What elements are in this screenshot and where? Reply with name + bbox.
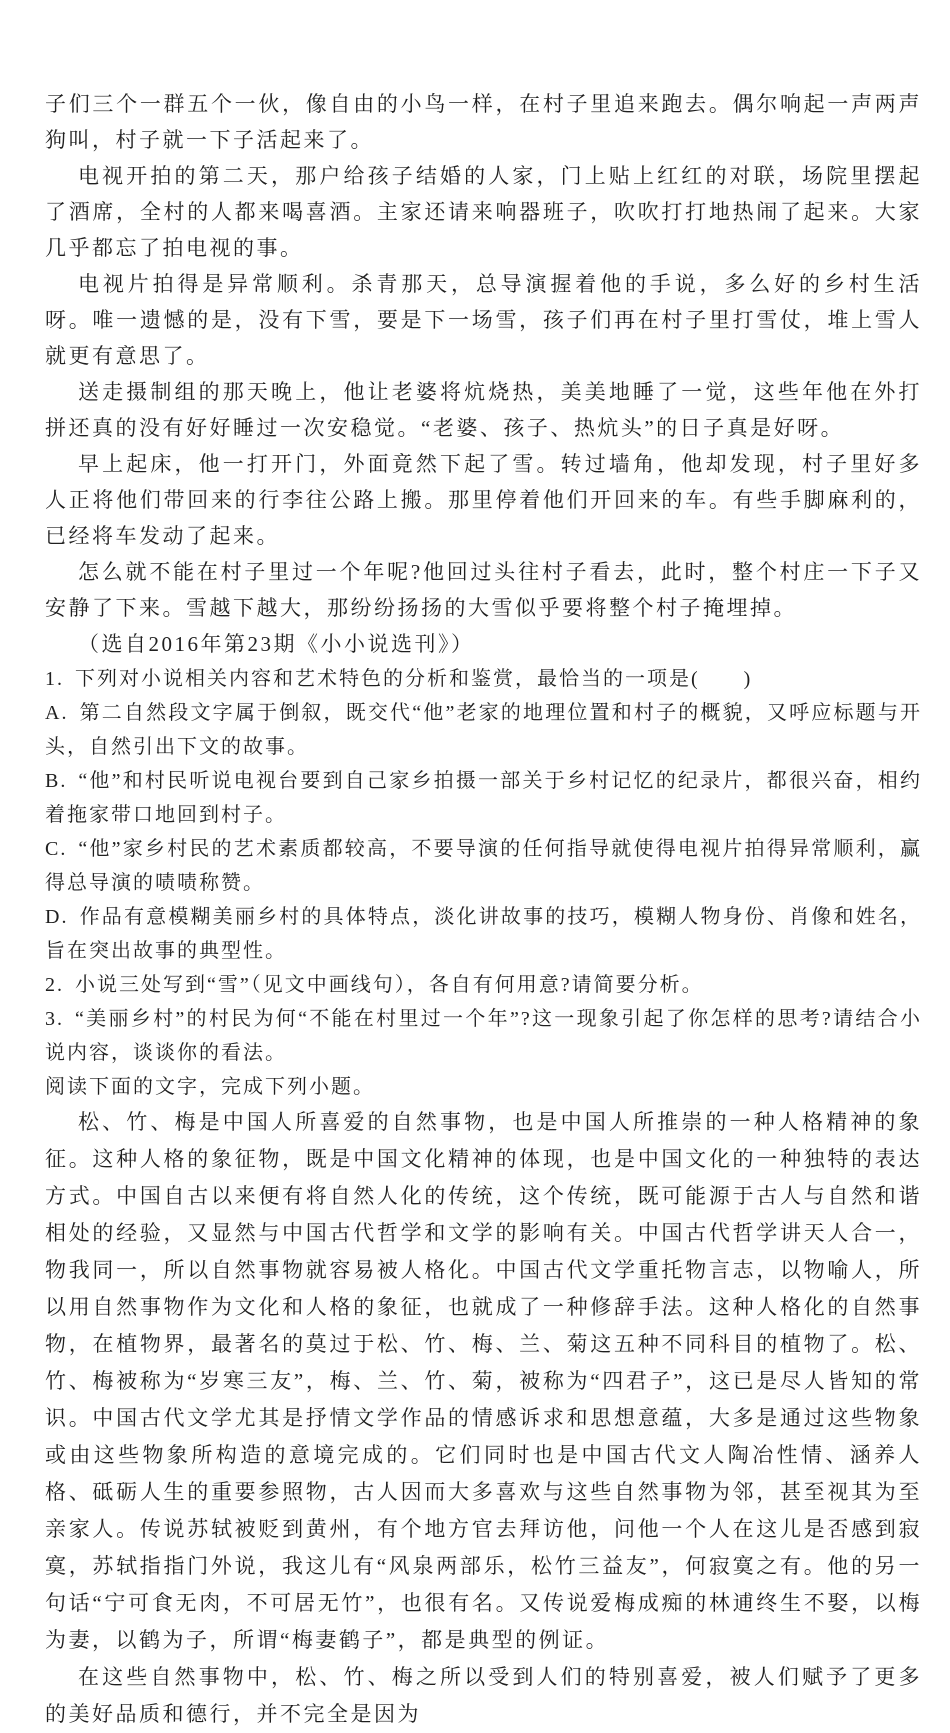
story-paragraph-4: 送走摄制组的那天晚上，他让老婆将炕烧热，美美地睡了一觉，这些年他在外打拼还真的没有好好睡过一次安稳觉。“老婆、孩子、热炕头”的日子真是好呀。 — [45, 380, 922, 440]
option-a-text: 第二自然段文字属于倒叙，既交代“他”老家的地理位置和村子的概貌，又呼应标题与开头，自然引出下文的故事。 — [45, 702, 922, 758]
question-1-option-c — [45, 832, 922, 900]
option-c-text: “他”家乡村民的艺术素质都较高，不要导演的任何指导就使得电视片拍得异常顺利，赢得总导演的啧啧称赞。 — [45, 838, 922, 894]
reading-passage-2 — [45, 1104, 922, 1733]
story-continuation-line: 子们三个一群五个一伙，像自由的小鸟一样，在村子里追来跑去。偶尔响起一声两声狗叫，村子就一下子活起来了。 — [45, 92, 922, 152]
question-1-number: 1. — [45, 668, 64, 690]
question-1-option-a — [45, 696, 922, 764]
option-d-label: D. — [45, 906, 69, 928]
question-1 — [45, 662, 922, 696]
questions-section — [45, 662, 922, 1104]
question-2 — [45, 968, 922, 1002]
question-2-number: 2. — [45, 974, 64, 996]
option-b-text: “他”和村民听说电视台要到自己家乡拍摄一部关于乡村记忆的纪录片，都很兴奋，相约着拖家带口地回到村子。 — [45, 770, 922, 826]
essay-paragraph-2: 在这些自然事物中，松、竹、梅之所以受到人们的特别喜爱，被人们赋予了更多的美好品质和德行，并不完全是因为 — [45, 1665, 922, 1726]
story-paragraph-5: 早上起床，他一打开门，外面竟然下起了雪。转过墙角，他却发现，村子里好多人正将他们带回来的行李往公路上搬。那里停着他们开回来的车。有些手脚麻利的，已经将车发动了起来。 — [45, 452, 922, 548]
option-d-text: 作品有意模糊美丽乡村的具体特点，淡化讲故事的技巧，模糊人物身份、肖像和姓名，旨在突出故事的典型性。 — [45, 906, 922, 962]
essay-paragraph-1: 松、竹、梅是中国人所喜爱的自然事物，也是中国人所推崇的一种人格精神的象征。这种人格的象征物，既是中国文化精神的体现，也是中国文化的一种独特的表达方式。中国自古以来便有将自然人化的传统，这个传统，既可能源于古人与自然和谐相处的经验，又显然与中国古代哲学和文学的影响有关。中国古代哲学讲天人合一，物我同一，所以自然事物就容易被人格化。中国古代文学重托物言志，以物喻人，所以用自然事物作为文化和人格的象征，也就成了一种修辞手法。这种人格化的自然事物，在植物界，最著名的莫过于松、竹、梅、兰、菊这五种不同科目的植物了。松、竹、梅被称为“岁寒三友”，梅、兰、竹、菊，被称为“四君子”，这已是尽人皆知的常识。中国古代文学尤其是抒情文学作品的情感诉求和思想意蕴，大多是通过这些物象或由这些物象所构造的意境完成的。它们同时也是中国古代文人陶冶性情、涵养人格、砥砺人生的重要参照物，古人因而大多喜欢与这些自然事物为邻，甚至视其为至亲家人。传说苏轼被贬到黄州，有个地方官去拜访他，问他一个人在这儿是否感到寂寞，苏轼指指门外说，我这儿有“风泉两部乐，松竹三益友”，何寂寞之有。他的另一句话“宁可食无肉，不可居无竹”，也很有名。又传说爱梅成痴的林逋终生不娶，以梅为妻，以鹤为子，所谓“梅妻鹤子”，都是典型的例证。 — [45, 1110, 922, 1652]
option-c-label: C. — [45, 838, 68, 860]
question-3-text: “美丽乡村”的村民为何“不能在村里过一个年”?这一现象引起了你怎样的思考?请结合小说内容，谈谈你的看法。 — [45, 1008, 922, 1064]
question-2-text: 小说三处写到“雪”（见文中画线句），各自有何用意?请简要分析。 — [75, 974, 704, 996]
question-1-option-d — [45, 900, 922, 968]
story-paragraph-3: 电视片拍得是异常顺利。杀青那天，总导演握着他的手说，多么好的乡村生活呀。唯一遗憾的是，没有下雪，要是下一场雪，孩子们再在村子里打雪仗，堆上雪人就更有意思了。 — [45, 272, 922, 368]
reading-instruction: 阅读下面的文字，完成下列小题。 — [45, 1076, 375, 1098]
option-b-label: B. — [45, 770, 68, 792]
reading-passage-1 — [45, 86, 922, 662]
story-paragraph-2: 电视开拍的第二天，那户给孩子结婚的人家，门上贴上红红的对联，场院里摆起了酒席，全村的人都来喝喜酒。主家还请来响器班子，吹吹打打地热闹了起来。大家几乎都忘了拍电视的事。 — [45, 164, 922, 260]
question-1-text: 下列对小说相关内容和艺术特色的分析和鉴赏，最恰当的一项是( ) — [75, 668, 753, 690]
passage-source-citation: （选自2016年第23期《小小说选刊》） — [78, 632, 475, 656]
question-1-option-b — [45, 764, 922, 832]
story-paragraph-6: 怎么就不能在村子里过一个年呢?他回过头往村子看去，此时，整个村庄一下子又安静了下来。雪越下越大，那纷纷扬扬的大雪似乎要将整个村子掩埋掉。 — [45, 560, 922, 620]
option-a-label: A. — [45, 702, 69, 724]
question-3-number: 3. — [45, 1008, 64, 1030]
question-3 — [45, 1002, 922, 1070]
